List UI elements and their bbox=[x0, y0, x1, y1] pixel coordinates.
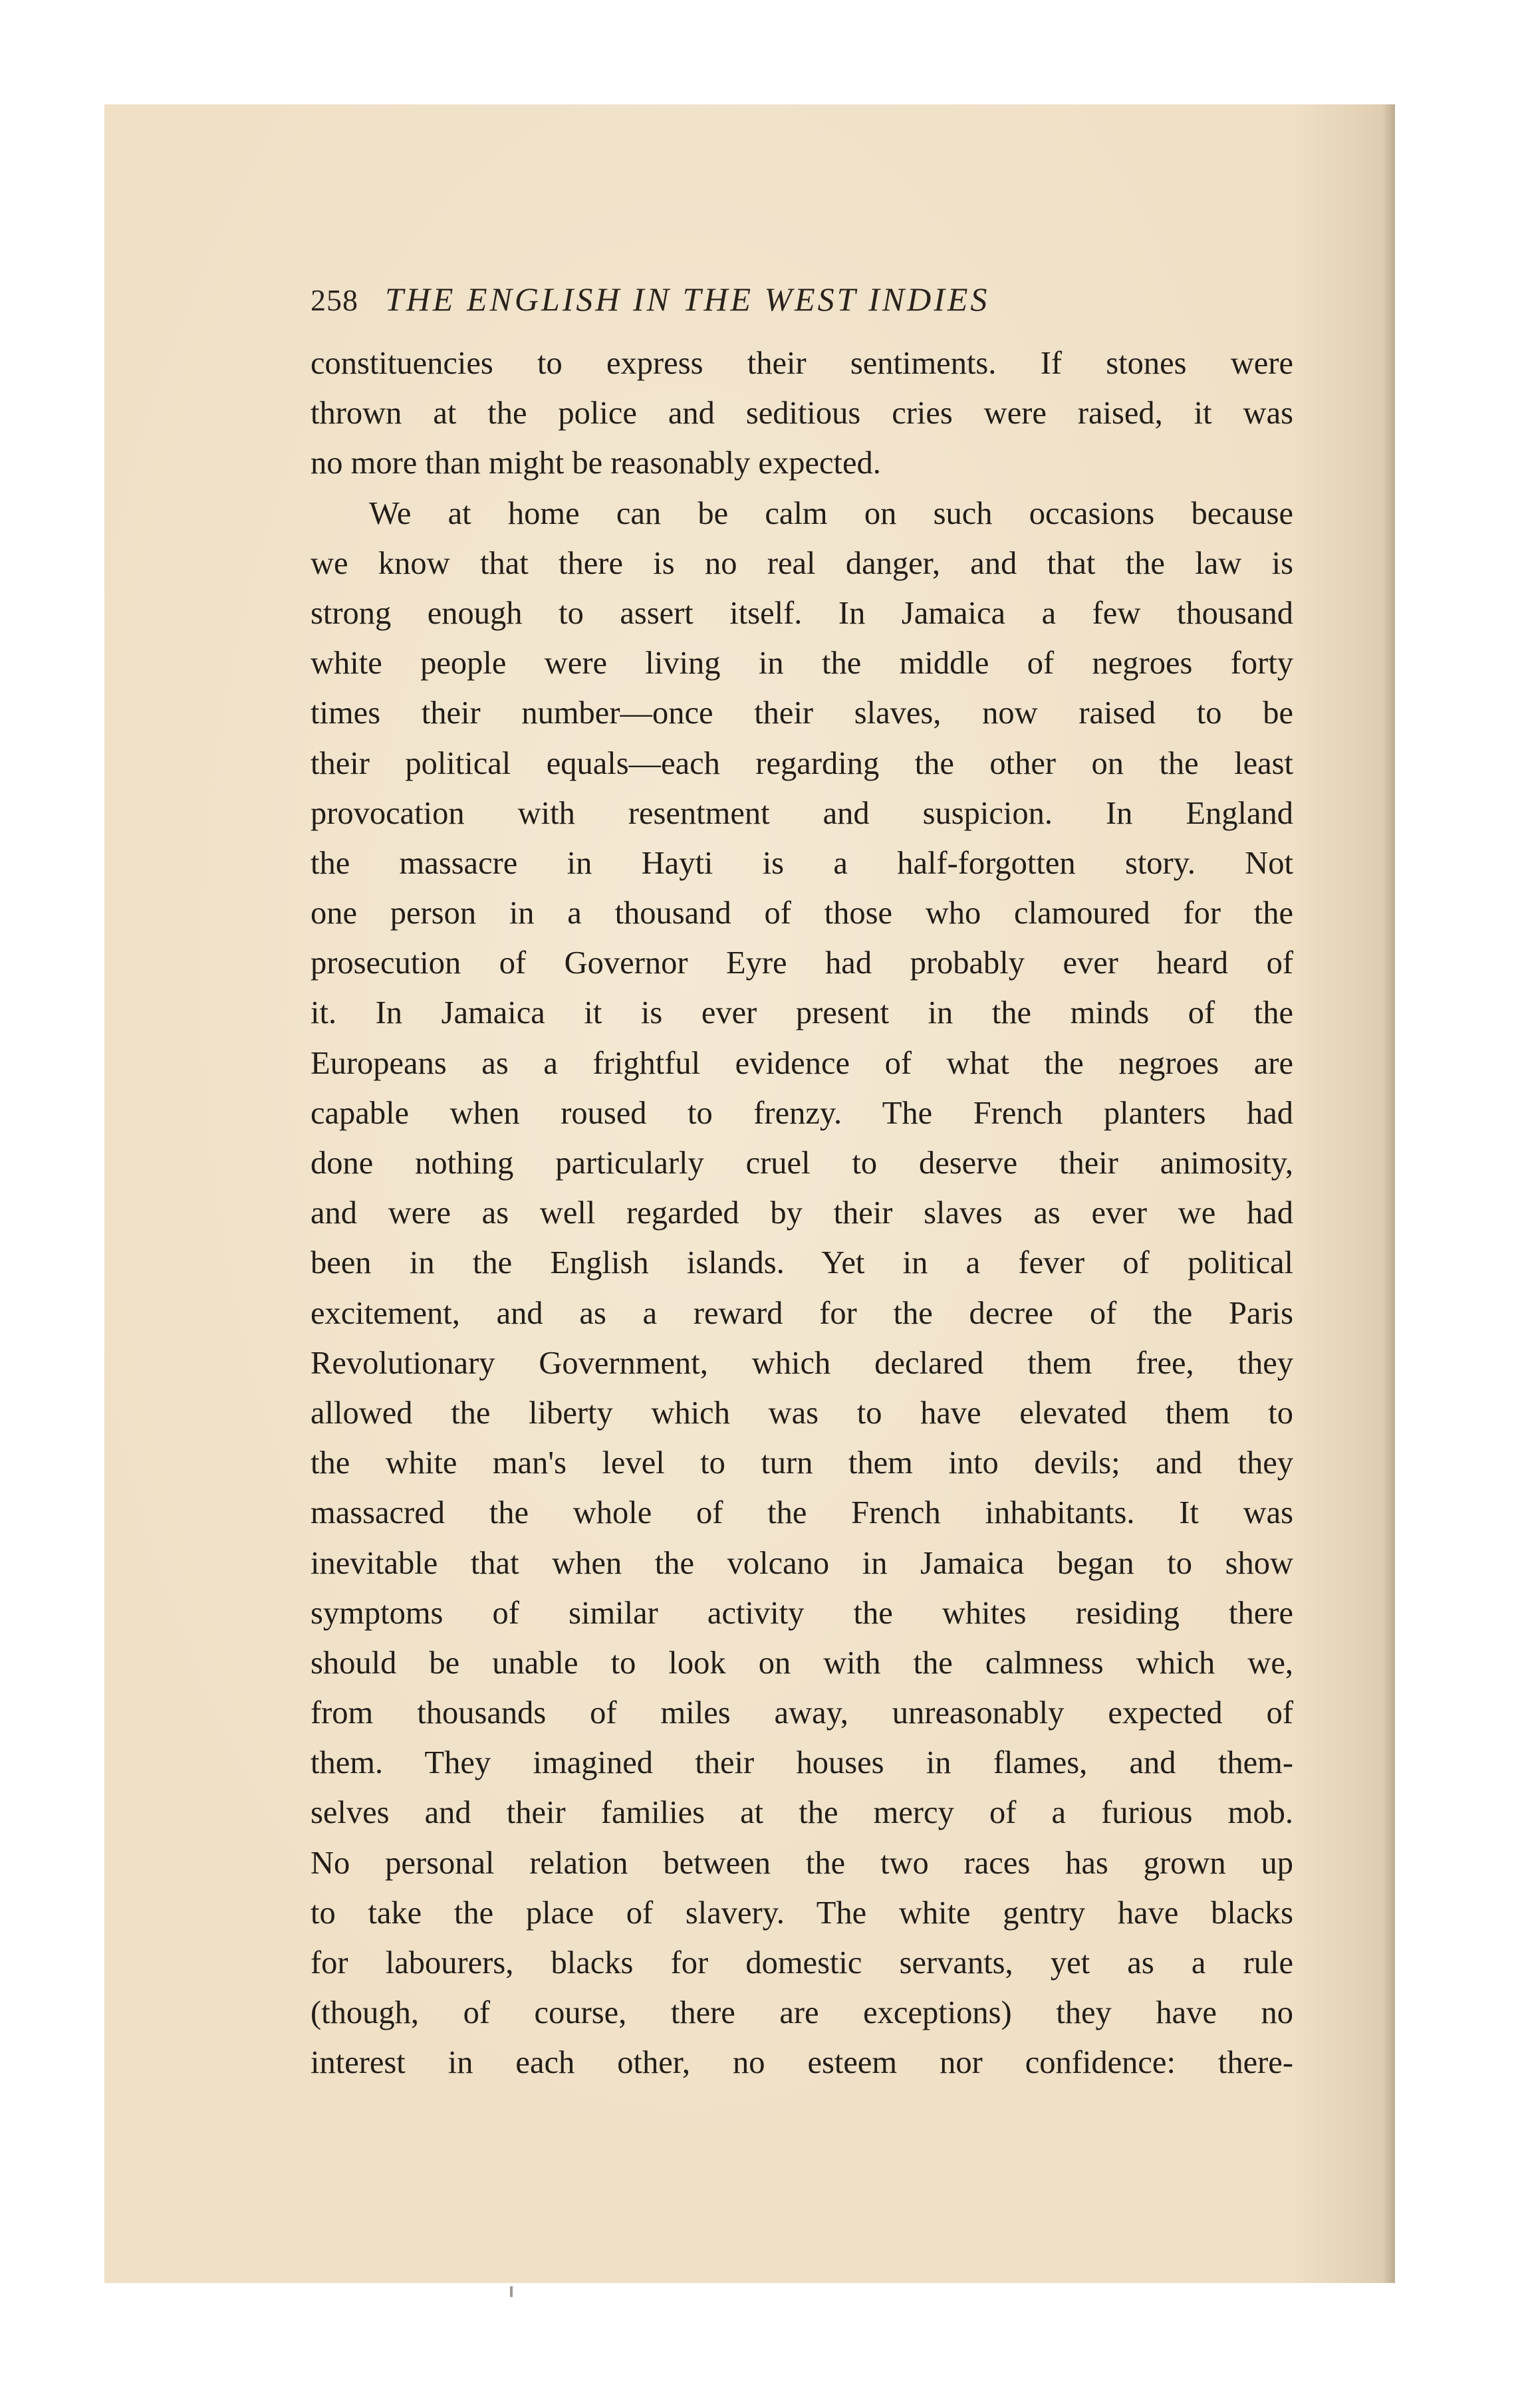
text-line: massacred the whole of the French inhabitants. It was bbox=[311, 1495, 1293, 1531]
text-line: selves and their families at the mercy of a furious mob. bbox=[311, 1795, 1293, 1831]
paragraph bbox=[311, 489, 1293, 2088]
body-text bbox=[311, 338, 1293, 2088]
text-line: to take the place of slavery. The white gentry have blacks bbox=[311, 1895, 1293, 1931]
text-line: excitement, and as a reward for the decree of the Paris bbox=[311, 1295, 1293, 1331]
text-line: thrown at the police and seditious cries were raised, it was bbox=[311, 396, 1293, 431]
text-line: times their number—once their slaves, now raised to be bbox=[311, 695, 1293, 731]
text-line: inevitable that when the volcano in Jamaica began to show bbox=[311, 1545, 1293, 1581]
text-line: white people were living in the middle of negroes forty bbox=[311, 646, 1293, 681]
book-page bbox=[104, 104, 1395, 2283]
text-line: them. They imagined their houses in flames, and them- bbox=[311, 1745, 1293, 1781]
text-line: been in the English islands. Yet in a fever of political bbox=[311, 1245, 1293, 1281]
print-speck bbox=[510, 2286, 513, 2297]
text-line: done nothing particularly cruel to deserve their animosity, bbox=[311, 1145, 1293, 1181]
text-line: the white man's level to turn them into devils; and they bbox=[311, 1445, 1293, 1481]
text-line: symptoms of similar activity the whites residing there bbox=[311, 1595, 1293, 1631]
text-line: their political equals—each regarding the other on the least bbox=[311, 745, 1293, 781]
text-line: no more than might be reasonably expected. bbox=[311, 445, 881, 481]
paragraph bbox=[311, 338, 1293, 489]
text-line: (though, of course, there are exceptions) they have no bbox=[311, 1995, 1293, 2031]
text-line: allowed the liberty which was to have elevated them to bbox=[311, 1395, 1293, 1431]
text-line: No personal relation between the two races has grown up bbox=[311, 1845, 1293, 1881]
text-line: strong enough to assert itself. In Jamaica a few thousand bbox=[311, 595, 1293, 631]
text-line: capable when roused to frenzy. The French planters had bbox=[311, 1095, 1293, 1131]
text-line: from thousands of miles away, unreasonably expected of bbox=[311, 1695, 1293, 1731]
text-line: should be unable to look on with the calmness which we, bbox=[311, 1645, 1293, 1681]
text-line: Europeans as a frightful evidence of what the negroes are bbox=[311, 1045, 1293, 1081]
text-line: it. In Jamaica it is ever present in the minds of the bbox=[311, 995, 1293, 1031]
text-line: interest in each other, no esteem nor confidence: there- bbox=[311, 2045, 1293, 2081]
text-line: prosecution of Governor Eyre had probably ever heard of bbox=[311, 945, 1293, 981]
text-line: provocation with resentment and suspicion. In England bbox=[311, 795, 1293, 831]
text-line: Revolutionary Government, which declared them free, they bbox=[311, 1345, 1293, 1381]
text-line: one person in a thousand of those who clamoured for the bbox=[311, 896, 1293, 931]
text-line: we know that there is no real danger, and that the law is bbox=[311, 545, 1293, 581]
running-title: THE ENGLISH IN THE WEST INDIES bbox=[385, 281, 990, 318]
text-line: constituencies to express their sentiments. If stones were bbox=[311, 346, 1293, 381]
text-line: for labourers, blacks for domestic servants, yet as a rule bbox=[311, 1945, 1293, 1981]
text-line: and were as well regarded by their slaves as ever we had bbox=[311, 1195, 1293, 1231]
page-number: 258 bbox=[311, 283, 358, 317]
text-line: the massacre in Hayti is a half-forgotten story. Not bbox=[311, 845, 1293, 881]
text-line: We at home can be calm on such occasions because bbox=[369, 495, 1293, 531]
page-header bbox=[311, 280, 1295, 326]
